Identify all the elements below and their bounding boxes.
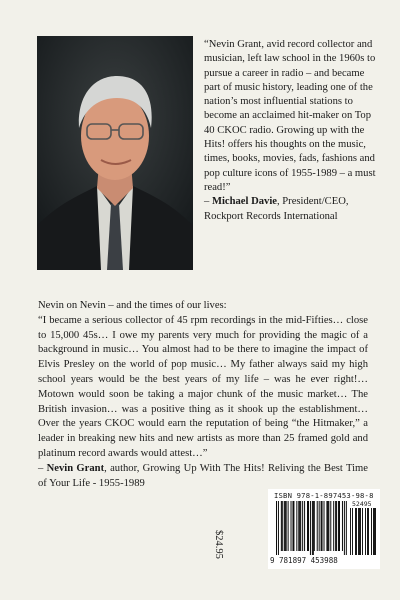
endorsement-text: “Nevin Grant, avid record collector and musician, left law school in the 1960s to pursue a career in radio – and became part of music history, leading one of the nation’s most influential stations to become an acclaimed hit-maker on Top 40 CKOC radio. Growing up with the Hits! offers his thoughts on the music, times, books, movies, fads, fashions and pop culture icons of 1955-1989 – a must read!” — [204, 39, 376, 193]
barcode-addon-bar — [358, 508, 359, 555]
barcode-bar — [307, 501, 308, 551]
author-photo — [37, 36, 193, 270]
barcode-bar — [324, 501, 325, 551]
statement-attribution — [38, 462, 368, 492]
barcode-bar — [292, 501, 293, 551]
barcode-bar — [330, 501, 331, 551]
barcode-addon-bar — [365, 508, 366, 555]
barcode-bar — [293, 501, 294, 551]
statement-role: , author, Growing Up With The Hits! Reliving the Best Time of Your Life - 1955-1989 — [38, 462, 368, 489]
barcode-bar — [314, 501, 315, 551]
barcode-addon-bar — [360, 508, 361, 555]
statement-text: “I became a serious collector of 45 rpm recordings in the mid-Fifties… close to 15,000 45s… I owe my parents very much for providing the magic of a background in music… You almost had to be there to imagine the impact of Elvis Presley on the world of pop music… My father always said my high school years would be the best years of my life – was he ever right!… Motown would soon be taking a major chunk of the music market… The British invasion… was a positive thing as it shook up the establishment… Over the years CKOC would earn the reputation of being “the Hitmaker,” a leader in breaking new hits and new artists as more than 25 framed gold and platinum record awards would attest…” — [38, 314, 368, 459]
barcode-bar — [276, 501, 277, 555]
barcode-bar — [278, 501, 279, 555]
barcode-bar — [321, 501, 322, 551]
barcode-bar — [328, 501, 329, 551]
barcode-bar — [339, 501, 340, 551]
barcode-addon-bar — [359, 508, 360, 555]
endorsement-dash: – — [204, 196, 212, 208]
barcode-bar — [282, 501, 283, 551]
statement-dash: – — [38, 462, 47, 474]
barcode-bar — [312, 501, 313, 555]
barcode-bar — [308, 501, 309, 551]
barcode-bar — [285, 501, 286, 551]
barcode-bar — [302, 501, 303, 551]
barcode-addon-bars — [350, 508, 376, 555]
barcode-bar — [288, 501, 289, 551]
barcode-bar — [304, 501, 305, 551]
barcode-bar — [342, 501, 343, 551]
barcode-bar — [286, 501, 287, 551]
barcode-addon-bar — [373, 508, 374, 555]
barcode-digits: 9 781897 453988 — [270, 556, 338, 565]
endorsement-author: Michael Davie — [211, 196, 277, 208]
barcode-addon-bar — [375, 508, 376, 555]
barcode-bar — [333, 501, 334, 551]
barcode-bar — [326, 501, 327, 551]
barcode-addon-bar — [371, 508, 372, 555]
barcode-bars — [276, 501, 348, 555]
barcode-bar — [310, 501, 311, 555]
statement-author: Nevin Grant — [46, 462, 105, 474]
barcode-addon-bar — [355, 508, 356, 555]
barcode-addon-bar — [350, 508, 351, 555]
barcode-bar — [291, 501, 292, 551]
statement-heading: Nevin on Nevin – and the times of our lives: — [38, 300, 227, 311]
endorsement-quote — [204, 38, 382, 224]
author-statement — [38, 299, 368, 491]
barcode-bar — [317, 501, 318, 551]
barcode-bar — [319, 501, 320, 551]
barcode-bar — [299, 501, 300, 551]
barcode-bar — [300, 501, 301, 551]
barcode-addon-bar — [368, 508, 369, 555]
isbn-label: ISBN 978-1-897453-98-8 — [274, 491, 374, 500]
barcode-bar — [313, 501, 314, 555]
barcode-addon-digits: 52495 — [352, 500, 372, 508]
barcode-bar — [281, 501, 282, 551]
endorsement-attribution — [204, 195, 382, 224]
barcode-addon-bar — [374, 508, 375, 555]
barcode-bar — [284, 501, 285, 551]
author-portrait — [37, 36, 193, 270]
barcode-bar — [335, 501, 336, 551]
barcode-addon-bar — [356, 508, 357, 555]
barcode-bar — [336, 501, 337, 551]
price-label: $24.95 — [213, 530, 224, 559]
barcode-addon-bar — [352, 508, 353, 555]
barcode-bar — [327, 501, 328, 551]
barcode-bar — [346, 501, 347, 555]
barcode-addon-bar — [362, 508, 363, 555]
isbn-barcode — [268, 489, 380, 569]
barcode-bar — [296, 501, 297, 551]
barcode-addon-bar — [367, 508, 368, 555]
barcode-bar — [298, 501, 299, 551]
barcode-bar — [322, 501, 323, 551]
endorsement-role: , President/CEO, Rockport Records International — [204, 196, 349, 222]
barcode-bar — [338, 501, 339, 551]
barcode-bar — [344, 501, 345, 555]
